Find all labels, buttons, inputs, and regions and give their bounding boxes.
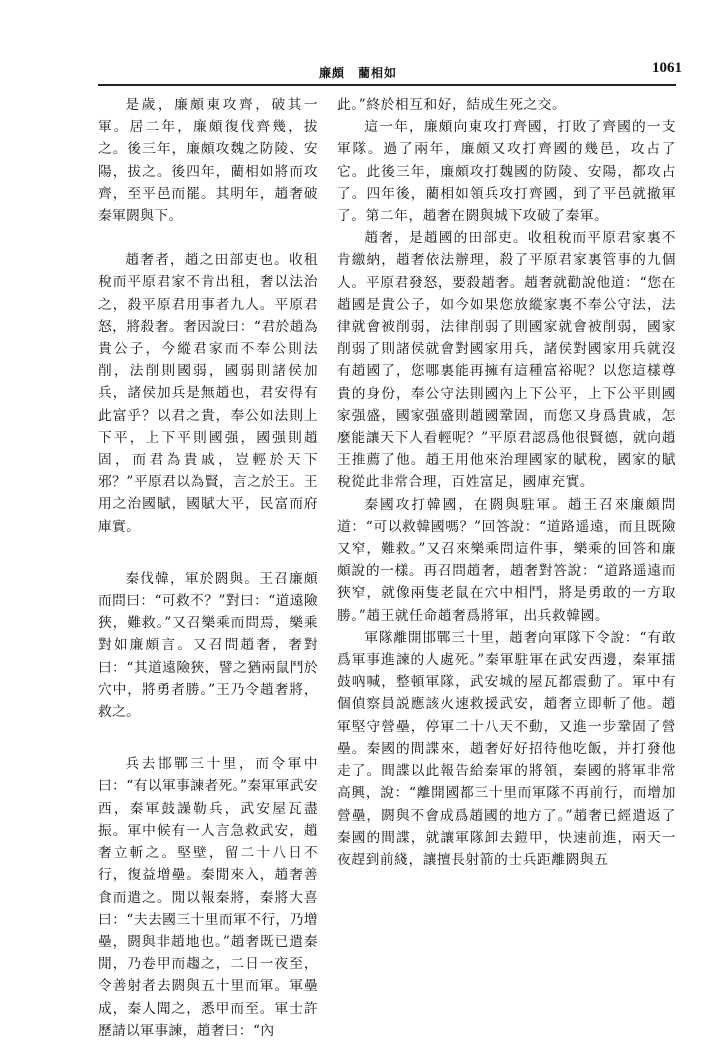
translation-paragraph-0: 此。”終於相互和好，結成生死之交。 [337, 97, 567, 113]
page-number: 1061 [652, 60, 682, 76]
translation-paragraph-1: 這一年，廉頗向東攻打齊國，打敗了齊國的一支軍隊。過了兩年，廉頗又攻打齊國的幾邑，攻占了它。此後三年，廉頗攻打魏國的防陵、安陽，都攻占了。四年後，藺相如領兵攻打齊國，到了平邑就撤軍了。第二年，趙奢在閼與城下攻破了秦軍。 [337, 119, 676, 225]
classical-paragraph-4: 兵去邯鄲三十里，而令軍中曰：“有以軍事諫者死。”秦軍軍武安西，秦軍鼓譟勒兵，武安屋瓦盡振。軍中候有一人言急救武安，趙奢立斬之。堅壁，留二十八日不行，復益增壘。秦閒來入，趙奢善食而遣之。閒以報秦將，秦將大喜曰：“夫去國三十里而軍不行，乃增壘，閼與非趙地也。”趙奢既已遣秦閒，乃卷甲而趨之，二日一夜至，令善射者去閼與五十里而軍。軍壘成，秦人聞之，悉甲而至。軍士許歷請以軍事諫，趙奢曰：“內 [98, 756, 318, 1039]
classical-paragraph-3: 秦伐韓，軍於閼與。王召廉頗而問曰：“可救不？”對曰：“道遠險狹，難救。”又召樂乘而問焉，樂乘對如廉頗言。又召問趙奢，奢對曰：“其道遠險狹，譬之猶兩鼠鬥於穴中，將勇者勝。”王乃令趙奢將，救之。 [98, 570, 318, 721]
translation-paragraph-2: 趙奢，是趙國的田部吏。收租稅而平原君家裏不肯繳納，趙奢依法辦理，殺了平原君家裏管事的九個人。平原君發怒，要殺趙奢。趙奢就勸說他道：“您在趙國是貴公子，如今如果您放縱家裏不奉公守法，法律就會被削弱，法律削弱了則國家就會被削弱，國家削弱了則諸侯就會對國家用兵，諸侯對國家用兵就沒有趙國了，您哪裏能再擁有這種富裕呢？以您這樣尊貴的身份，奉公守法則國內上下公平，上下公平則國家强盛，國家强盛則趙國鞏固，而您又身爲貴戚，怎麼能讓天下人看輕呢？”平原君認爲他很賢德，就向趙王推薦了他。趙王用他來治理國家的賦稅，國家的賦稅從此非常合理，百姓富足，國庫充實。 [337, 230, 676, 491]
paragraph-spacer [98, 538, 318, 568]
classical-paragraph-1: 是歲，廉頗東攻齊，破其一軍。居二年，廉頗復伐齊幾，拔之。後三年，廉頗攻魏之防陵、安陽，拔之。後四年，藺相如將而攻齊，至平邑而罷。其明年，趙奢破秦軍閼與下。 [98, 97, 318, 225]
translation-text-column [337, 94, 676, 940]
paragraph-spacer [98, 723, 318, 753]
header-rule [98, 84, 676, 86]
paragraph-spacer [98, 227, 318, 249]
running-header-title: 廉頗 藺相如 [318, 66, 397, 80]
classical-text-column [98, 94, 318, 1039]
translation-paragraph-4: 軍隊離開邯鄲三十里，趙奢向軍隊下令說：“有敢爲軍事進諫的人處死。”秦軍駐軍在武安西邊，秦軍擂鼓吶喊，整頓軍隊，武安城的屋瓦都震動了。軍中有個偵察員説應該火速救援武安，趙奢立即斬了他。趙軍堅守營壘，停軍二十八天不動，又進一步鞏固了營壘。秦國的間諜來，趙奢好好招待他吃飯，并打發他走了。間諜以此報告給秦軍的將領，秦國的將軍非常高興，說：“離開國都三十里而軍隊不再前行，而增加營壘，閼與不會成爲趙國的地方了。”趙奢已經遣返了秦國的間諜，就讓軍隊卸去鎧甲，快速前進，兩天一夜趕到前綫，讓擅長射箭的士兵距離閼與五 [337, 629, 676, 868]
translation-paragraph-3: 秦國攻打韓國，在閼與駐軍。趙王召來廉頗問道：“可以救韓國嗎？”回答說：“道路遥遠，而且既險又窄，難救。”又召來樂乘問這件事，樂乘的回答和廉頗說的一樣。再召問趙奢，趙奢對答說：“道路遥遠而狹窄，就像兩隻老鼠在穴中相鬥，將是勇敢的一方取勝。”趙王就任命趙奢爲將軍，出兵救韓國。 [337, 496, 676, 624]
classical-paragraph-2: 趙奢者，趙之田部吏也。收租稅而平原君家不肯出租，奢以法治之，殺平原君用事者九人。平原君怒，將殺奢。奢因說曰：“君於趙為貴公子，今縱君家而不奉公則法削，法削則國弱，國弱則諸侯加兵，諸侯加兵是無趙也，君安得有此富乎？以君之貴，奉公如法則上下平，上下平則國强，國强則趙固，而君為貴戚，豈輕於天下邪？”平原君以為賢，言之於王。王用之治國賦，國賦大平，民富而府庫實。 [98, 252, 318, 535]
